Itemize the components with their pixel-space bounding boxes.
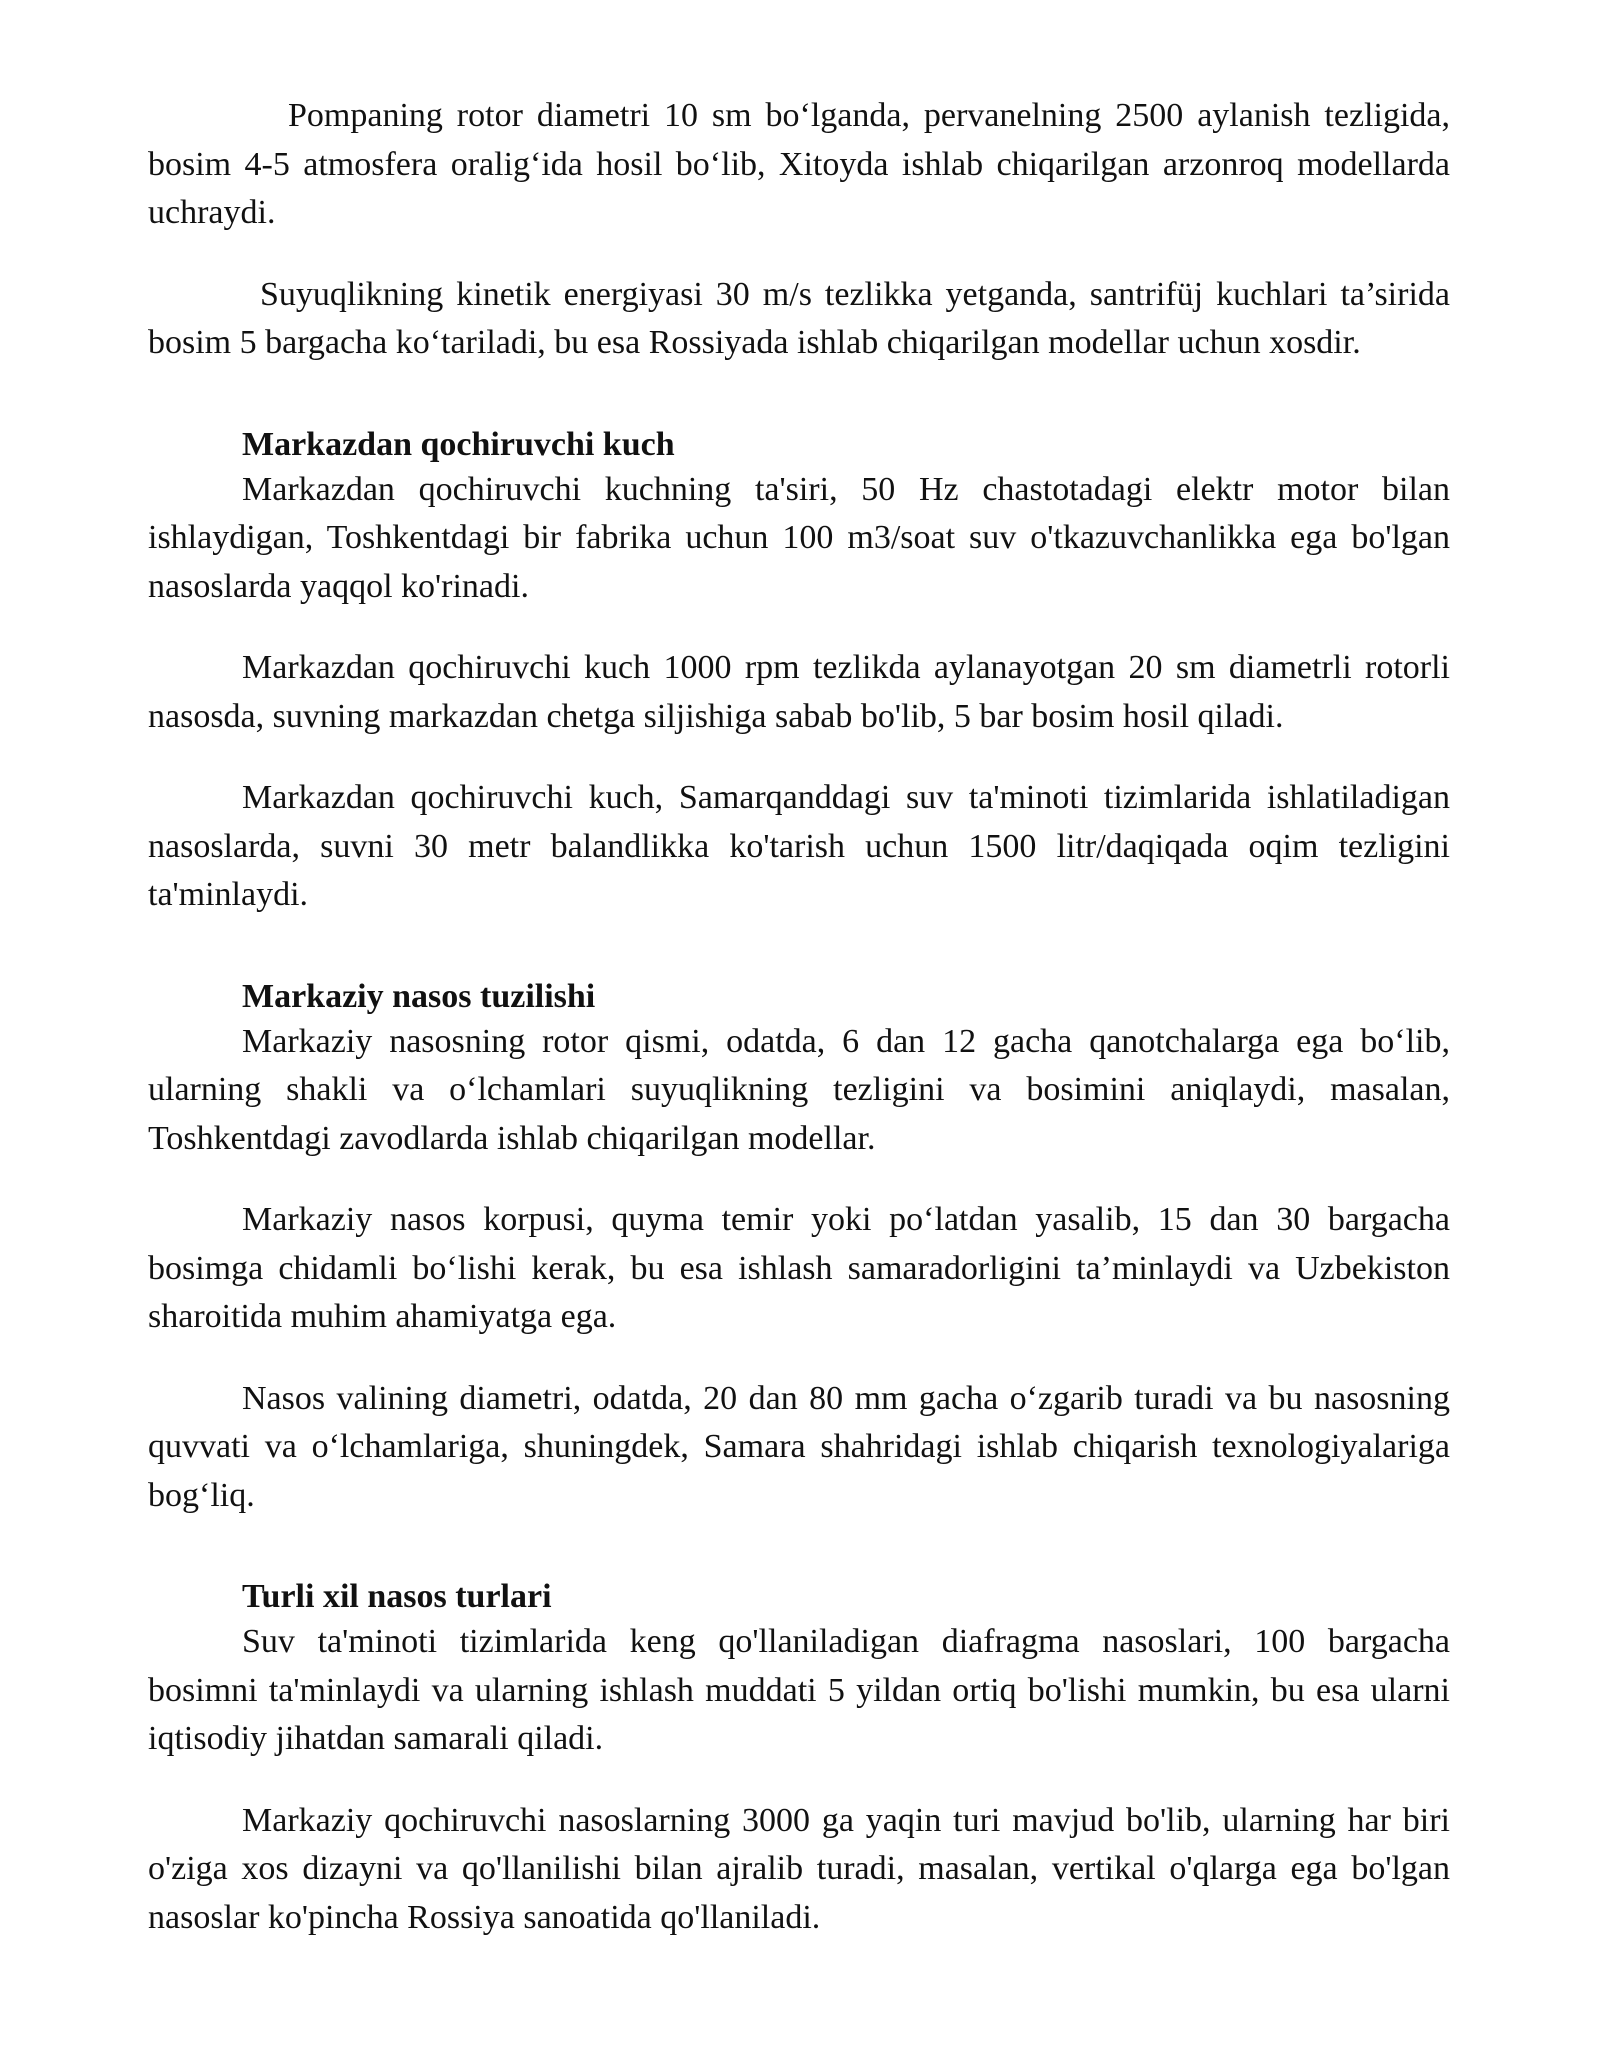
section-paragraph: Markazdan qochiruvchi kuchning ta'siri, 50 Hz chastotadagi elektr motor bilan ishlaydigan, Toshkentdagi bir fabrika uchun 100 m3/soat suv o'tkazuvchanlikka ega bo'lgan nasoslarda yaqqol ko'rinadi. — [148, 470, 1450, 605]
section-paragraph: Markaziy nasosning rotor qismi, odatda, 6 dan 12 gacha qanotchalarga ega bo‘lib, ularning shakli va o‘lchamlari suyuqlikning tezligini va bosimini aniqlaydi, masalan, Toshkentdagi zavodlarda ishlab chiqarilgan modellar. — [148, 1022, 1450, 1157]
intro-paragraph-2: Suyuqlikning kinetik energiyasi 30 m/s tezlikka yetganda, santrifüj kuchlari ta’sirida bosim 5 bargacha ko‘tariladi, bu esa Rossiyada ishlab chiqarilgan modellar uchun xosdir. — [148, 275, 1450, 361]
section-heading: Markaziy nasos tuzilishi — [242, 977, 596, 1015]
section-paragraph: Nasos valining diametri, odatda, 20 dan 80 mm gacha o‘zgarib turadi va bu nasosning quvvati va o‘lchamlariga, shuningdek, Samara shahridagi ishlab chiqarish texnologiyalariga bog‘liq. — [148, 1379, 1450, 1514]
section-pump-structure — [148, 976, 1450, 1521]
section-heading: Turli xil nasos turlari — [242, 1578, 552, 1615]
section-centrifugal-force — [148, 424, 1450, 920]
intro-paragraph-1: Pompaning rotor diametri 10 sm bo‘lganda, pervanelning 2500 aylanish tezligida, bosim 4-5 atmosfera oralig‘ida hosil bo‘lib, Xitoyda ishlab chiqarilgan arzonroq modellarda uchraydi. — [148, 97, 1450, 231]
section-paragraph: Markaziy qochiruvchi nasoslarning 3000 ga yaqin turi mavjud bo'lib, ularning har biri o'ziga xos dizayni va qo'llanilishi bilan ajralib turadi, masalan, vertikal o'qlarga ega bo'lgan nasoslar ko'pincha Rossiya sanoatida qo'llaniladi. — [148, 1801, 1450, 1936]
document-page — [148, 92, 1450, 1975]
section-paragraph: Markaziy nasos korpusi, quyma temir yoki po‘latdan yasalib, 15 dan 30 bargacha bosimga chidamli bo‘lishi kerak, bu esa ishlash samaradorligini ta’minlaydi va Uzbekiston sharoitida muhim ahamiyatga ega. — [148, 1201, 1450, 1335]
section-paragraph: Markazdan qochiruvchi kuch, Samarqanddagi suv ta'minoti tizimlarida ishlatiladigan nasoslarda, suvni 30 metr balandlikka ko'tarish uchun 1500 litr/daqiqada oqim tezligini ta'minlaydi. — [148, 779, 1450, 913]
section-paragraph: Markazdan qochiruvchi kuch 1000 rpm tezlikda aylanayotgan 20 sm diametrli rotorli nasosda, suvning markazdan chetga siljishiga sabab bo'lib, 5 bar bosim hosil qiladi. — [148, 649, 1450, 735]
section-pump-types — [148, 1576, 1450, 1942]
section-heading: Markazdan qochiruvchi kuch — [242, 425, 675, 463]
section-paragraph: Suv ta'minoti tizimlarida keng qo'llaniladigan diafragma nasoslari, 100 bargacha bosimni ta'minlaydi va ularning ishlash muddati 5 yildan ortiq bo'lishi mumkin, bu esa ularni iqtisodiy jihatdan samarali qiladi. — [148, 1623, 1450, 1757]
